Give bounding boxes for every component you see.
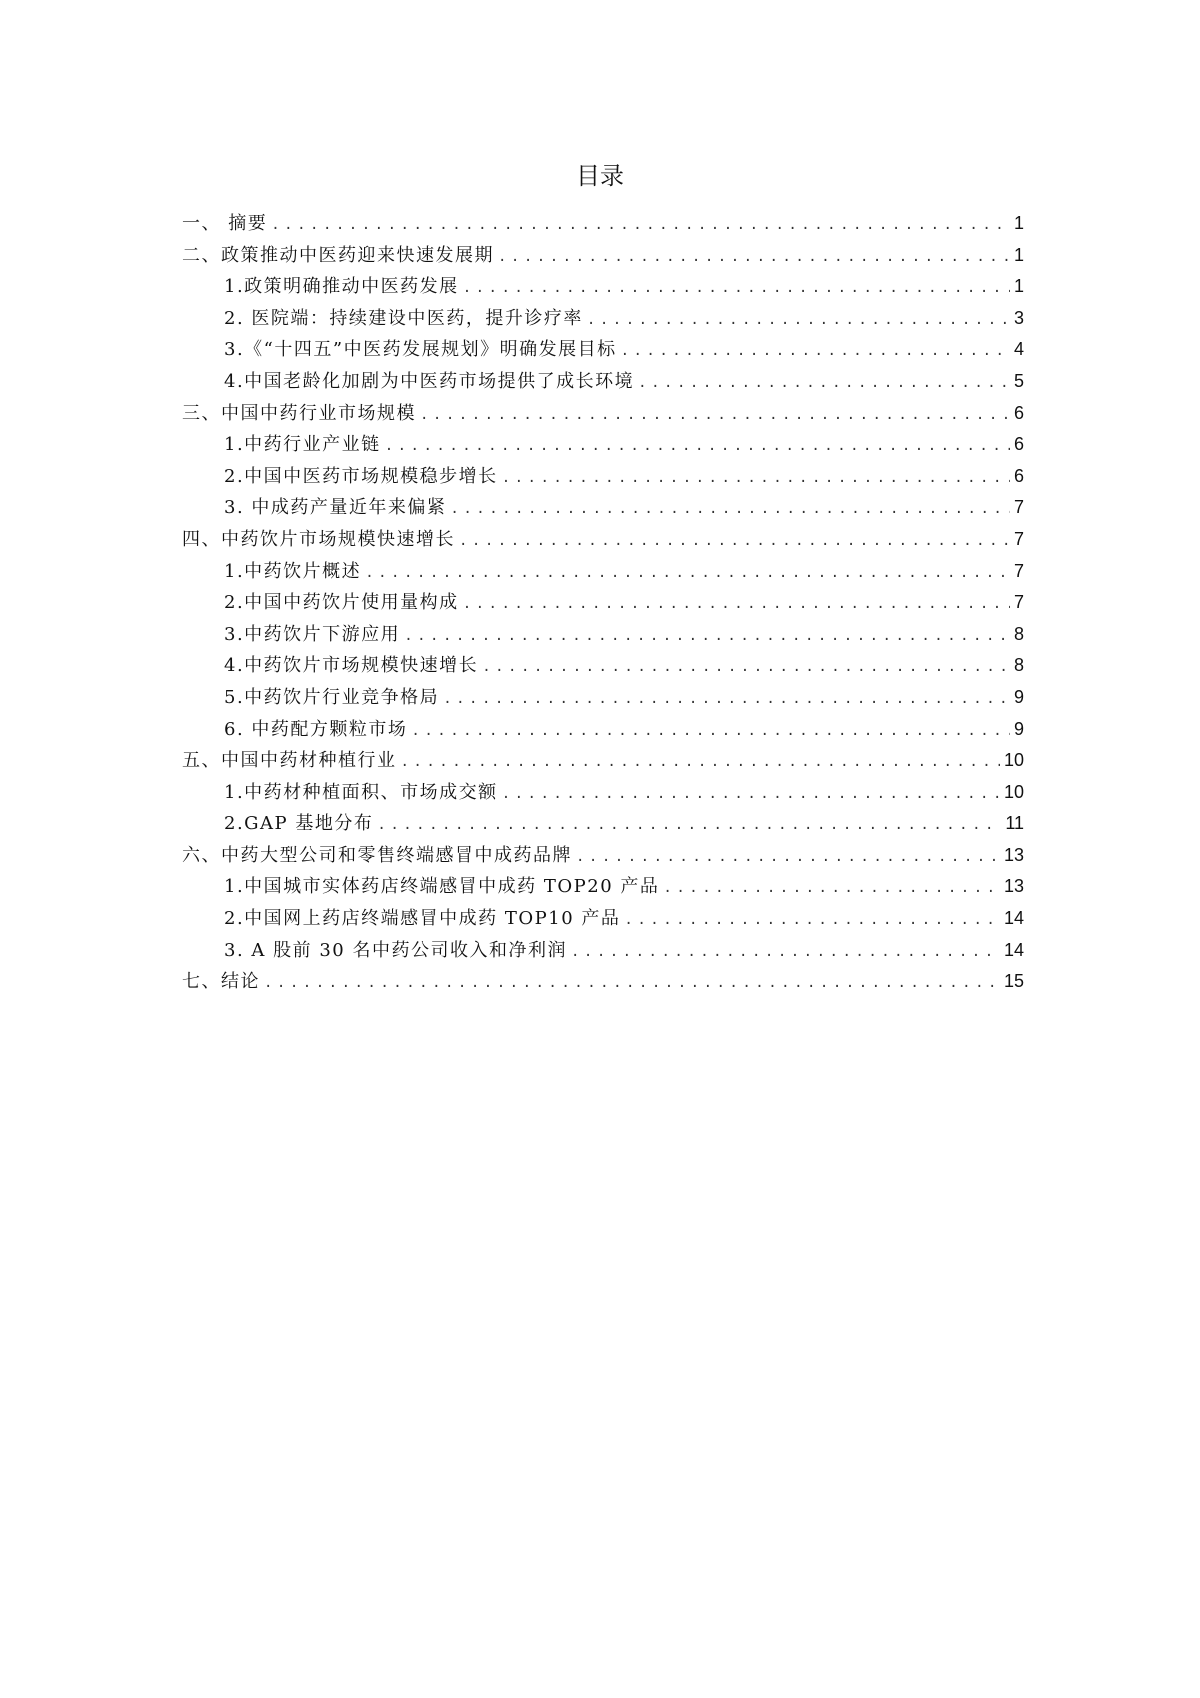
- toc-entry-page: 7: [1013, 497, 1024, 518]
- toc-entry[interactable]: [182, 622, 1024, 654]
- toc-entry-label: 1.中药行业产业链: [224, 434, 381, 456]
- toc-entry[interactable]: [182, 653, 1024, 685]
- toc-entry-label: 4.中国老龄化加剧为中医药市场提供了成长环境: [224, 370, 635, 392]
- toc-dot-leader: [587, 308, 1010, 332]
- toc-entry[interactable]: [182, 527, 1024, 559]
- toc-entry-page: 8: [1013, 623, 1024, 644]
- toc-entry-label: 五、中国中药材种植行业: [182, 750, 397, 772]
- toc-entry[interactable]: [182, 590, 1024, 622]
- toc-entry[interactable]: [182, 211, 1024, 243]
- toc-entry[interactable]: [182, 243, 1024, 275]
- toc-dot-leader: [498, 245, 1010, 269]
- toc-entry-page: 4: [1013, 339, 1024, 360]
- toc-entry-label: 六、中药大型公司和零售终端感冒中成药品牌: [182, 844, 572, 866]
- toc-entry-page: 10: [1003, 750, 1024, 771]
- toc-entry-page: 6: [1013, 434, 1024, 455]
- toc-entry-label: 1.政策明确推动中医药发展: [224, 276, 459, 298]
- toc-entry-label: 1.中国城市实体药店终端感冒中成药 TOP20 产品: [224, 876, 660, 898]
- toc-entry[interactable]: [182, 780, 1024, 812]
- toc-entry[interactable]: [182, 843, 1024, 875]
- toc-entry-label: 2.GAP 基地分布: [224, 813, 374, 835]
- toc-entry-label: 1.中药材种植面积、市场成交额: [224, 781, 498, 803]
- toc-entry[interactable]: [182, 748, 1024, 780]
- toc-title: 目录: [576, 162, 624, 190]
- toc-entry[interactable]: [182, 969, 1024, 1001]
- toc-entry[interactable]: [182, 874, 1024, 906]
- toc-dot-leader: [420, 403, 1010, 427]
- toc-entry-label: 2.中国中药饮片使用量构成: [224, 592, 459, 614]
- toc-entry-page: 14: [1003, 939, 1024, 960]
- toc-dot-leader: [621, 339, 1010, 363]
- toc-entry-label: 3.《“十四五”中医药发展规划》明确发展目标: [224, 339, 617, 361]
- toc-dot-leader: [411, 719, 1010, 743]
- toc-entry-label: 5.中药饮片行业竞争格局: [224, 686, 440, 708]
- toc-entry-label: 2. 医院端：持续建设中医药，提升诊疗率: [224, 307, 583, 329]
- toc-entry-page: 13: [1003, 844, 1024, 865]
- toc-entry[interactable]: [182, 274, 1024, 306]
- toc-dot-leader: [264, 971, 1000, 995]
- toc-entry-label: 2.中国网上药店终端感冒中成药 TOP10 产品: [224, 908, 621, 930]
- toc-entry[interactable]: [182, 685, 1024, 717]
- toc-entry-page: 9: [1013, 686, 1024, 707]
- toc-entry-page: 7: [1013, 560, 1024, 581]
- toc-entry-label: 3. 中成药产量近年来偏紧: [224, 497, 447, 519]
- toc-dot-leader: [377, 813, 1001, 837]
- toc-entry[interactable]: [182, 559, 1024, 591]
- toc-entry-page: 5: [1013, 370, 1024, 391]
- toc-entry[interactable]: [182, 938, 1024, 970]
- toc-dot-leader: [571, 940, 1000, 964]
- toc-entry-page: 11: [1005, 813, 1024, 834]
- toc-entry-label: 6. 中药配方颗粒市场: [224, 718, 408, 740]
- toc-entry-page: 13: [1003, 876, 1024, 897]
- toc-entry-label: 1.中药饮片概述: [224, 560, 362, 582]
- toc-entry-label: 3.中药饮片下游应用: [224, 623, 401, 645]
- toc-entry-label: 三、中国中药行业市场规模: [182, 402, 416, 424]
- toc-entry-label: 一、 摘要: [182, 213, 268, 234]
- toc-entry-label: 4.中药饮片市场规模快速增长: [224, 655, 479, 677]
- toc-entry[interactable]: [182, 811, 1024, 843]
- toc-entry-page: 9: [1013, 718, 1024, 739]
- toc-dot-leader: [450, 497, 1010, 521]
- toc-dot-leader: [365, 561, 1010, 585]
- toc-entry-page: 7: [1013, 592, 1024, 613]
- toc-dot-leader: [576, 845, 1000, 869]
- toc-entry[interactable]: [182, 369, 1024, 401]
- table-of-contents: [182, 211, 1024, 1001]
- toc-entry-page: 7: [1013, 528, 1024, 549]
- toc-dot-leader: [663, 876, 1000, 900]
- toc-dot-leader: [401, 750, 1000, 774]
- toc-entry-label: 二、政策推动中医药迎来快速发展期: [182, 244, 494, 266]
- toc-dot-leader: [271, 213, 1010, 237]
- toc-entry-label: 3. A 股前 30 名中药公司收入和净利润: [224, 939, 567, 961]
- toc-dot-leader: [459, 529, 1010, 553]
- toc-dot-leader: [463, 592, 1010, 616]
- toc-entry[interactable]: [182, 337, 1024, 369]
- toc-entry-page: 6: [1013, 402, 1024, 423]
- toc-dot-leader: [463, 276, 1010, 300]
- toc-entry[interactable]: [182, 464, 1024, 496]
- toc-entry-page: 14: [1003, 908, 1024, 929]
- toc-dot-leader: [502, 782, 1000, 806]
- toc-entry-label: 七、结论: [182, 971, 260, 993]
- toc-entry-page: 15: [1003, 971, 1024, 992]
- toc-entry-page: 3: [1013, 307, 1024, 328]
- toc-entry-page: 6: [1013, 465, 1024, 486]
- toc-entry[interactable]: [182, 306, 1024, 338]
- toc-dot-leader: [482, 655, 1010, 679]
- toc-dot-leader: [385, 434, 1010, 458]
- toc-dot-leader: [443, 687, 1010, 711]
- toc-entry[interactable]: [182, 495, 1024, 527]
- toc-entry-page: 1: [1013, 213, 1024, 233]
- toc-entry[interactable]: [182, 432, 1024, 464]
- toc-dot-leader: [638, 371, 1010, 395]
- toc-dot-leader: [404, 624, 1010, 648]
- toc-entry-page: 10: [1003, 781, 1024, 802]
- toc-entry[interactable]: [182, 906, 1024, 938]
- toc-entry-page: 8: [1013, 655, 1024, 676]
- toc-entry-page: 1: [1013, 276, 1024, 297]
- toc-dot-leader: [624, 908, 1000, 932]
- toc-entry-label: 2.中国中医药市场规模稳步增长: [224, 465, 498, 487]
- toc-entry-label: 四、中药饮片市场规模快速增长: [182, 528, 455, 550]
- toc-entry[interactable]: [182, 401, 1024, 433]
- toc-dot-leader: [502, 466, 1010, 490]
- toc-entry-page: 1: [1013, 244, 1024, 265]
- toc-entry[interactable]: [182, 717, 1024, 749]
